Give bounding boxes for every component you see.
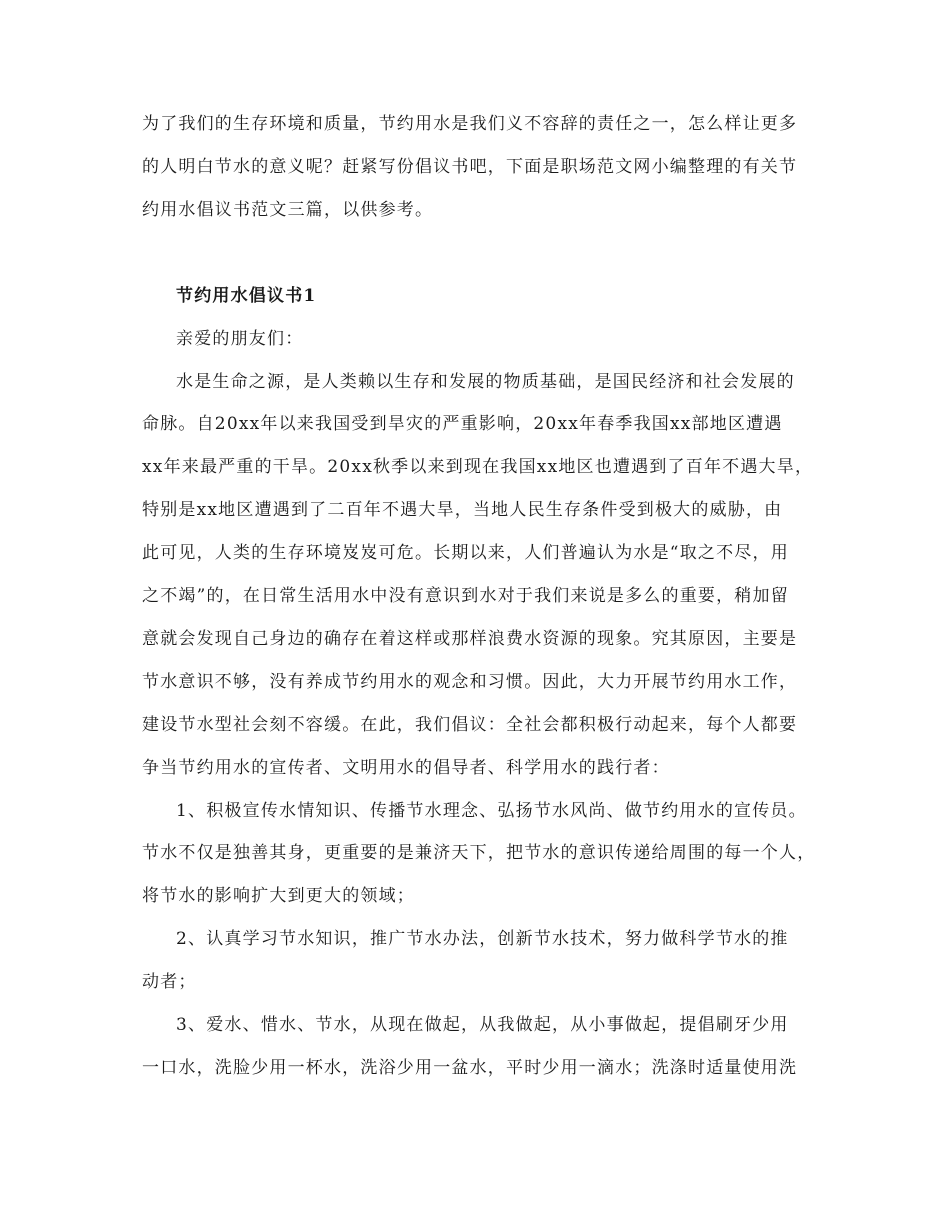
intro-line-3: 约用水倡议书范文三篇，以供参考。 [142,200,434,220]
section-title: 节约用水倡议书1 [176,286,317,306]
body-line-8: 节水意识不够，没有养成节约用水的观念和习惯。因此，大力开展节约用水工作， [142,672,798,692]
item2-line-2: 动者； [142,972,197,992]
item3-line-2: 一口水，洗脸少用一杯水，洗浴少用一盆水，平时少用一滴水；洗涤时适量使用洗 [142,1058,798,1078]
body-line-3: xx年来最严重的干旱。20xx秋季以来到现在我国xx地区也遭遇到了百年不遇大旱， [142,457,814,477]
intro-line-1: 为了我们的生存环境和质量，节约用水是我们义不容辞的责任之一，怎么样让更多 [142,114,798,134]
item3-line-1: 3、爱水、惜水、节水，从现在做起，从我做起，从小事做起，提倡刷牙少用 [176,1015,789,1035]
salutation: 亲爱的朋友们： [176,329,304,349]
body-line-2: 命脉。自20xx年以来我国受到旱灾的严重影响，20xx年春季我国xx部地区遭遇 [142,414,783,434]
body-line-10: 争当节约用水的宣传者、文明用水的倡导者、科学用水的践行者： [142,758,670,778]
intro-line-2: 的人明白节水的意义呢？赶紧写份倡议书吧，下面是职场范文网小编整理的有关节 [142,157,798,177]
item1-line-2: 节水不仅是独善其身，更重要的是兼济天下，把节水的意识传递给周围的每一个人， [142,843,816,863]
item1-line-1: 1、积极宣传水情知识、传播节水理念、弘扬节水风尚、做节约用水的宣传员。 [176,801,807,821]
body-line-4: 特别是xx地区遭遇到了二百年不遇大旱，当地人民生存条件受到极大的威胁，由 [142,500,783,520]
body-line-7: 意就会发现自己身边的确存在着这样或那样浪费水资源的现象。究其原因，主要是 [142,629,798,649]
item1-line-3: 将节水的影响扩大到更大的领域； [142,886,415,906]
body-line-6: 之不竭”的，在日常生活用水中没有意识到水对于我们来说是多么的重要，稍加留 [142,586,789,606]
body-line-1: 水是生命之源，是人类赖以生存和发展的物质基础，是国民经济和社会发展的 [176,372,795,392]
body-line-9: 建设节水型社会刻不容缓。在此，我们倡议：全社会都积极行动起来，每个人都要 [142,715,798,735]
body-line-5: 此可见，人类的生存环境岌岌可危。长期以来，人们普遍认为水是“取之不尽，用 [142,543,789,563]
item2-line-1: 2、认真学习节水知识，推广节水办法，创新节水技术，努力做科学节水的推 [176,929,789,949]
